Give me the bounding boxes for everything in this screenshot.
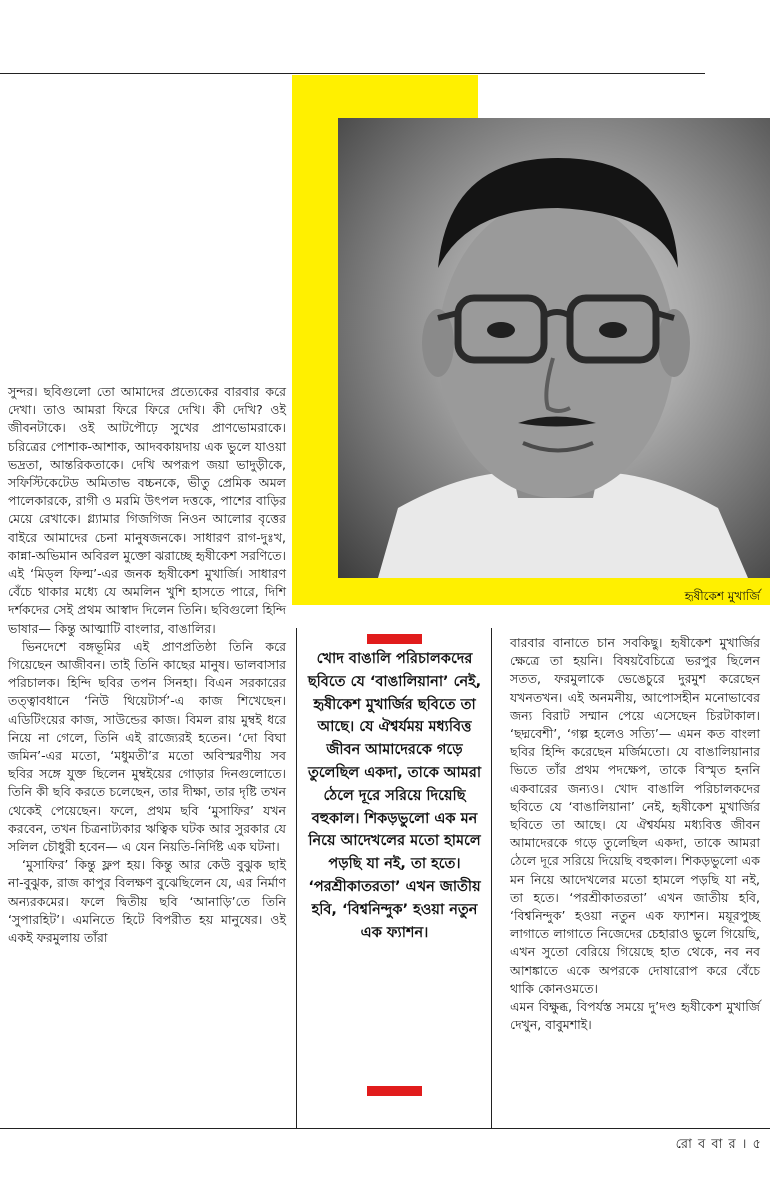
- pull-quote: খোদ বাঙালি পরিচালকদের ছবিতে যে ‘বাঙালিয়ানা’ নেই, হৃষীকেশ মুখার্জির ছবিতে তা আছে। যে ঐশ্বর্যময় মধ্যবিত্ত জীবন আমাদেরকে গড়ে তুলেছিল একদা, তাকে আমরা ঠেলে দূরে সরিয়ে দিয়েছি বহুকাল। শিকড়ভুলো এক মন নিয়ে আদেখলের মতো হামলে পড়ছি যা নই, তা হতে। ‘পরশ্রীকাতরতা’ এখন জাতীয় হবি, ‘বিশ্বনিন্দুক’ হওয়া নতুন এক ফ্যাশন।: [307, 651, 482, 941]
- left-paragraph-3: ‘মুসাফির’ কিন্তু ফ্লপ হয়। কিন্তু আর কেউ বুঝুক ছাই না-বুঝুক, রাজ কাপুর বিলক্ষণ বুঝেছিলেন যে, এর নির্মাণ অন্যরকমের। ফলে দ্বিতীয় ছবি ‘আনাড়ি’তে তিনি ‘সুপারহিট’। এমনিতে হিটে বিপরীত হয় মানুষের। ওই একই ফরমুলায় তাঁরা: [8, 857, 286, 946]
- bottom-rule: [0, 1128, 770, 1129]
- column-divider-left: [296, 628, 297, 1128]
- page-folio: রো ব বা র । ৫: [675, 1137, 762, 1152]
- portrait-photo: [338, 118, 770, 578]
- right-paragraph-1: বারবার বানাতে চান সবকিছু। হৃষীকেশ মুখার্জির ক্ষেত্রে তা হয়নি। বিষয়বৈচিত্রে ভরপুর ছিলেন সতত, ফরমুলাকে ভেঙেচুরে দুরমুশ করেছেন যখনতখন। এই অনমনীয়, আপোসহীন মনোভাবের জন্য বিরাট সম্মান পেয়ে এসেছেন চিরটাকাল। ‘ছদ্মবেশী’, ‘গল্প হলেও সত্যি’— এমন কত বাংলা ছবির হিন্দি করেছেন মর্জিমতো। যে বাঙালিয়ানার ভিতে তাঁর প্রথম পদক্ষেপ, তাকে বিস্মৃত হননি একবারের জন্যও। খোদ বাঙালি পরিচালকদের ছবিতে যে ‘বাঙালিয়ানা’ নেই, হৃষীকেশ মুখার্জির ছবিতে তা আছে। যে ঐশ্বর্যময় মধ্যবিত্ত জীবন আমাদেরকে গড়ে তুলেছিল একদা, তাকে আমরা ঠেলে দূরে সরিয়ে দিয়েছি বহুকাল। শিকড়ভুলো এক মন নিয়ে আদেখলের মতো হামলে পড়ছি যা নই, তা হতে। ‘পরশ্রীকাতরতা’ এখন জাতীয় হবি, ‘বিশ্বনিন্দুক’ হওয়া নতুন এক ফ্যাশন। ময়ূরপুচ্ছ লাগাতে লাগাতে নিজেদের চেহারাও ভুলে গিয়েছি, এখন সুতো বেরিয়ে গিয়েছে হাত থেকে, নব নব আশঙ্কাতে একে অপরকে দোষারোপ করে বেঁচে থাকি কোনওমতে।: [510, 635, 760, 996]
- right-paragraph-2: এমন বিক্ষুব্ধ, বিপর্যস্ত সময়ে দু’দণ্ড হৃষীকেশ মুখার্জি দেখুন, বাবুমশাই।: [510, 999, 760, 1033]
- left-paragraph-2: ভিনদেশে বঙ্গভূমির এই প্রাণপ্রতিষ্ঠা তিনি করে গিয়েছেন আজীবন। তাই তিনি কাছের মানুষ। ভালবাসার পরিচালক। হিন্দি ছবির তপন সিনহা। বিএন সরকারের তত্ত্বাবধানে ‘নিউ থিয়েটার্স’-এ কাজ শিখেছেন। এডিটিংয়ের কাজ, সাউন্ডের কাজ। বিমল রায় মুম্বই ধরে নিয়ে না গেলে, তিনি এই রাজ্যেরই হতেন। ‘দো বিঘা জমিন’-এর মতো, ‘মধুমতী’র মতো অবিস্মরণীয় সব ছবির সঙ্গে যুক্ত ছিলেন মুম্বইয়ের গোড়ার দিনগুলোতে। তিনি কী ছবি করতে চলেছেন, তার দীক্ষা, তার দৃষ্টি তখন থেকেই পেয়েছেন। ফলে, প্রথম ছবি ‘মুসাফির’ যখন করবেন, তখন চিত্রনাট্যকার ঋত্বিক ঘটক আর সুরকার যে সলিল চৌধুরী হবেন— এ যেন নিয়তি-নির্দিষ্ট এক ঘটনা।: [8, 638, 286, 855]
- left-paragraph-1: সুন্দর। ছবিগুলো তো আমাদের প্রত্যেকের বারবার করে দেখা। তাও আমরা ফিরে ফিরে দেখি। কী দেখি? ওই জীবনটাকে। ওই আটপৌঢ়ে সুখের প্রাণভোমরাকে। চরিত্রের পোশাক-আশাক, আদবকায়দায় এক ভুলে যাওয়া ভদ্রতা, আন্তরিকতাকে। দেখি অপরূপ জয়া ভাদুড়ীকে, সফিস্টিকেটেড অমিতাভ বচ্চনকে, ভীতু প্রেমিক অমল পালেকারকে, রাগী ও মরমি উৎপল দত্তকে, পাশের বাড়ির মেয়ে রেখাকে। গ্ল্যামার গিজগিজ নিওন আলোর বৃত্তের বাইরে আমাদের চেনা মানুষজনকে। সাধারণ রাগ-দুঃখ, কান্না-অভিমান অবিরল মুক্তো ঝরাচ্ছে হৃষীকেশ সরণিতে। এই ‘মিড্‌ল ফিল্ম’-এর জনক হৃষীকেশ মুখার্জি। সাধারণ বেঁচে থাকার মধ্যে যে অমলিন খুশি হাসতে পারে, দিশি দর্শকদের সেই প্রথম আস্বাদ দিলেন তিনি। ছবিগুলো হিন্দি ভাষার— কিন্তু আত্মাটি বাংলার, বাঙালির।: [8, 384, 286, 636]
- pull-quote-top-bar: [367, 634, 422, 644]
- photo-caption: হৃষীকেশ মুখার্জি: [684, 589, 760, 603]
- column-divider-right: [491, 628, 492, 1128]
- portrait-illustration: [338, 118, 770, 578]
- left-column: [8, 383, 286, 947]
- pull-quote-bottom-bar: [367, 1086, 422, 1096]
- top-rule: [0, 73, 705, 74]
- right-column: [510, 634, 760, 1034]
